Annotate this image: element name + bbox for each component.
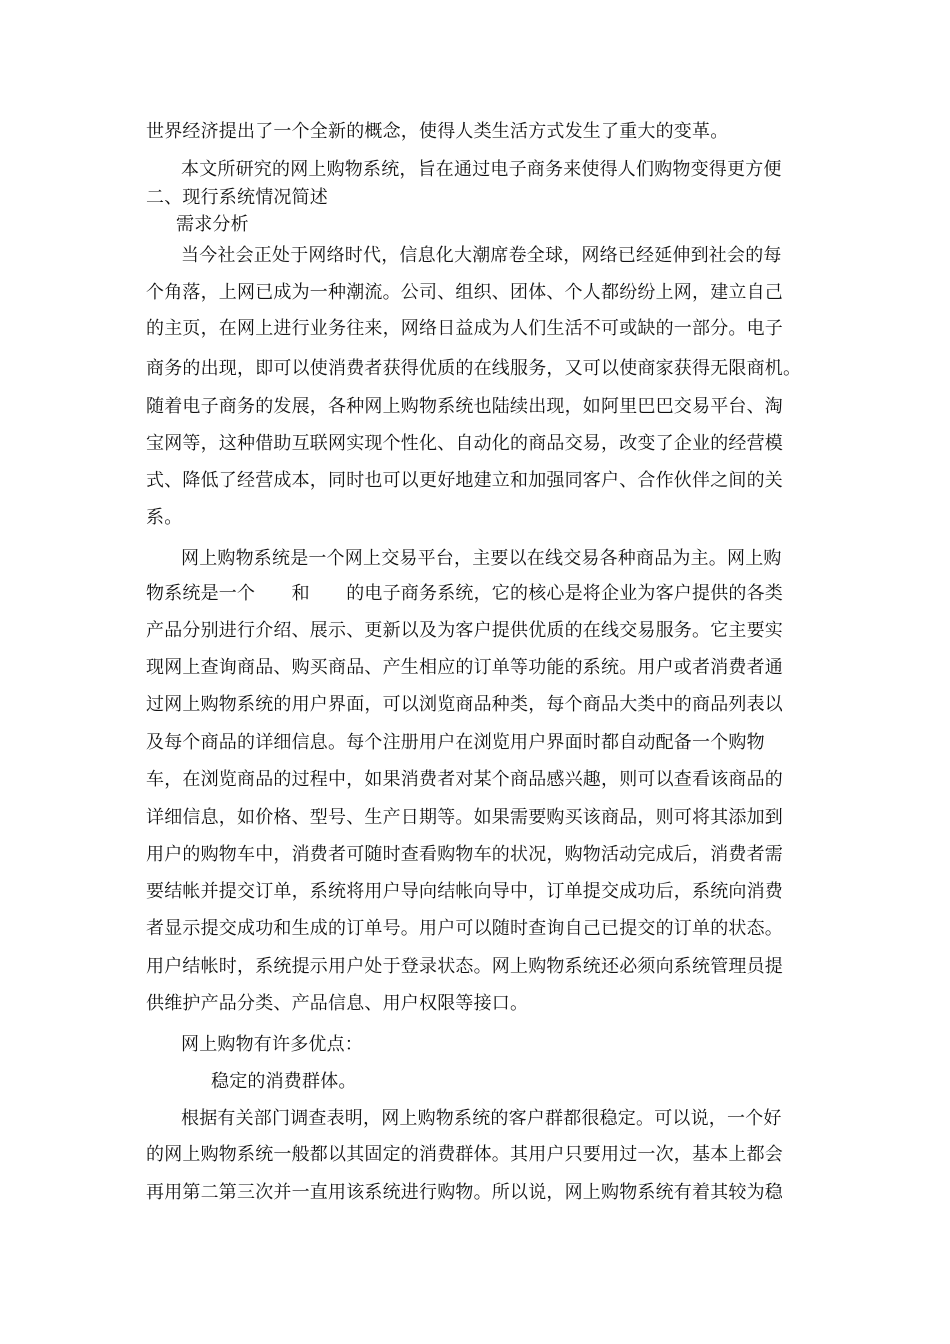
text-line: 的网上购物系统一般都以其固定的消费群体。其用户只要用过一次，基本上都会 <box>146 1144 783 1165</box>
text-line: 的主页，在网上进行业务往来，网络日益成为人们生活不可或缺的一部分。电子 <box>146 318 783 339</box>
text-line: 要结帐并提交订单，系统将用户导向结帐向导中，订单提交成功后，系统向消费 <box>146 881 783 902</box>
text-line: 式、降低了经营成本，同时也可以更好地建立和加强同客户、合作伙伴之间的关 <box>146 470 783 491</box>
subsection-heading: 需求分析 <box>176 214 249 235</box>
text-line: 用户结帐时，系统提示用户处于登录状态。网上购物系统还必须向系统管理员提 <box>146 956 783 977</box>
text-line: 产品分别进行介绍、展示、更新以及为客户提供优质的在线交易服务。它主要实 <box>146 620 783 641</box>
text-line: 宝网等，这种借助互联网实现个性化、自动化的商品交易，改变了企业的经营模 <box>146 433 783 454</box>
text-line: 个角落，上网已成为一种潮流。公司、组织、团体、个人都纷纷上网，建立自己 <box>146 282 783 303</box>
text-line: 及每个商品的详细信息。每个注册用户在浏览用户界面时都自动配备一个购物 <box>146 732 765 753</box>
text-line: 随着电子商务的发展，各种网上购物系统也陆续出现，如阿里巴巴交易平台、淘 <box>146 396 783 417</box>
text-line: 当今社会正处于网络时代，信息化大潮席卷全球，网络已经延伸到社会的每 <box>181 245 782 266</box>
text-line: 过网上购物系统的用户界面，可以浏览商品种类，每个商品大类中的商品列表以 <box>146 694 783 715</box>
text-line: 本文所研究的网上购物系统，旨在通过电子商务来使得人们购物变得更方便 <box>181 159 782 180</box>
text-line: 世界经济提出了一个全新的概念，使得人类生活方式发生了重大的变革。 <box>146 121 729 142</box>
text-line: 物系统是一个 和 的电子商务系统，它的核心是将企业为客户提供的各类 <box>146 583 783 604</box>
text-line: 网上购物有许多优点： <box>181 1034 363 1055</box>
text-line: 供维护产品分类、产品信息、用户权限等接口。 <box>146 993 529 1014</box>
list-item: 稳定的消费群体。 <box>211 1071 357 1092</box>
text-line: 现网上查询商品、购买商品、产生相应的订单等功能的系统。用户或者消费者通 <box>146 657 783 678</box>
text-line: 系。 <box>146 507 183 528</box>
text-line: 根据有关部门调查表明，网上购物系统的客户群都很稳定。可以说，一个好 <box>181 1108 782 1129</box>
text-line: 商务的出现，即可以使消费者获得优质的在线服务，又可以使商家获得无限商机。 <box>146 358 802 379</box>
text-line: 详细信息，如价格、型号、生产日期等。如果需要购买该商品，则可将其添加到 <box>146 807 783 828</box>
text-line: 再用第二第三次并一直用该系统进行购物。所以说，网上购物系统有着其较为稳 <box>146 1182 783 1203</box>
text-line: 者显示提交成功和生成的订单号。用户可以随时查询自己已提交的订单的状态。 <box>146 918 783 939</box>
text-line: 车，在浏览商品的过程中，如果消费者对某个商品感兴趣，则可以查看该商品的 <box>146 769 783 790</box>
section-heading: 二、现行系统情况简述 <box>146 187 328 208</box>
text-line: 用户的购物车中，消费者可随时查看购物车的状况，购物活动完成后，消费者需 <box>146 844 783 865</box>
text-line: 网上购物系统是一个网上交易平台，主要以在线交易各种商品为主。网上购 <box>181 548 782 569</box>
